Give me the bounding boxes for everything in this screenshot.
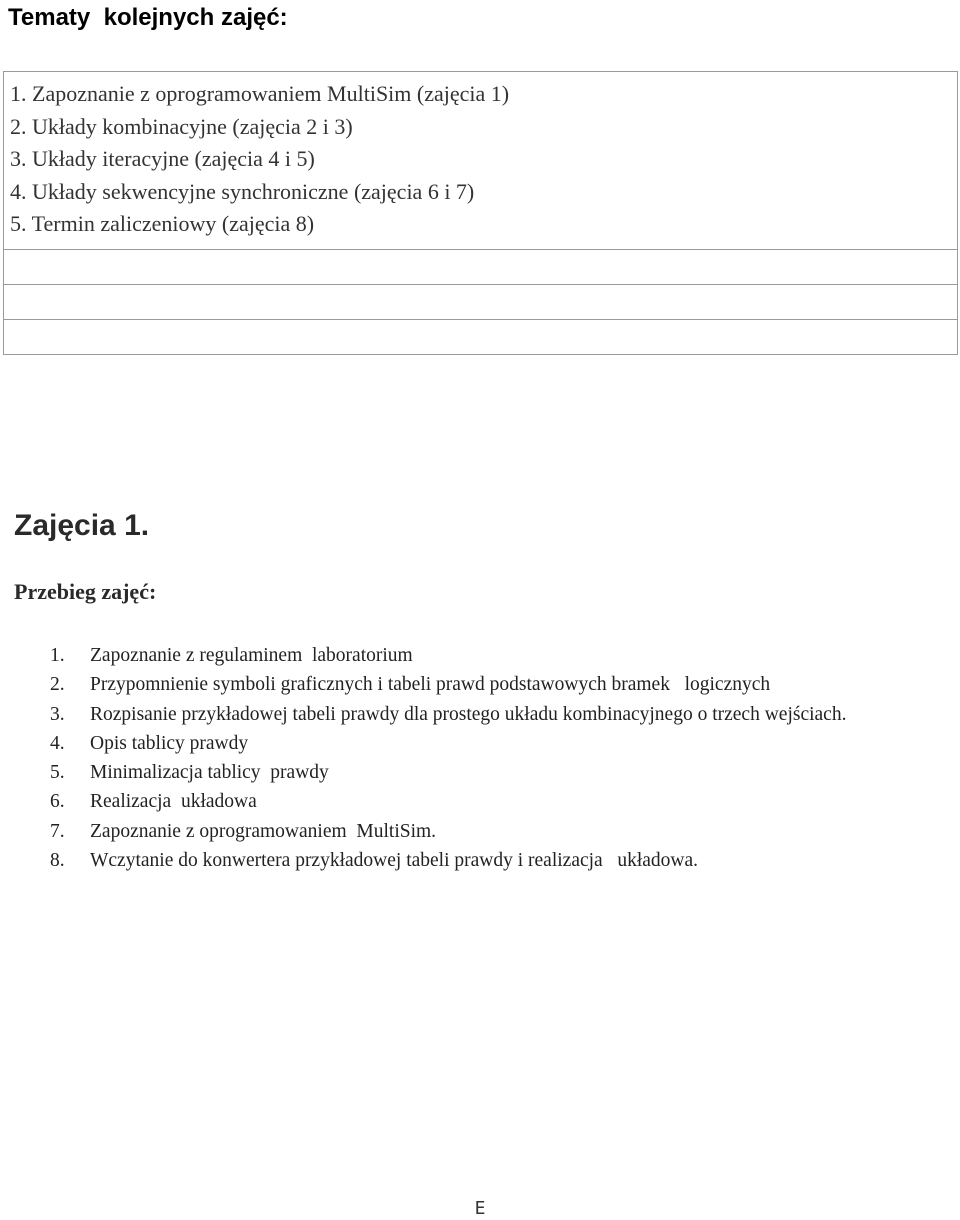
sub-title: Przebieg zajęć: <box>14 579 157 604</box>
step-item <box>50 670 940 699</box>
step-text: Zapoznanie z oprogramowaniem MultiSim. <box>90 820 437 842</box>
topic-item: 4. Układy sekwencyjne synchroniczne (zajęcia 6 i 7) <box>10 178 475 204</box>
section-title: Zajęcia 1. <box>14 509 150 542</box>
step-text: Realizacja układowa <box>90 791 257 813</box>
step-item <box>50 641 940 670</box>
step-number: 1. <box>50 645 65 666</box>
step-item <box>50 758 940 787</box>
step-number: 2. <box>50 674 65 696</box>
topic-item: 2. Układy kombinacyjne (zajęcia 2 i 3) <box>10 113 353 139</box>
step-number: 3. <box>50 703 65 725</box>
step-text: Rozpisanie przykładowej tabeli prawdy dla prostego układu kombinacyjnego o trzech wejściach. <box>90 703 847 725</box>
step-number: 7. <box>50 820 65 842</box>
steps-list <box>50 641 940 875</box>
step-text: Opis tablicy prawdy <box>90 732 249 754</box>
step-item <box>50 700 940 729</box>
step-number: 5. <box>50 762 65 784</box>
empty-table-row <box>4 249 957 284</box>
step-text: Zapoznanie z regulaminem laboratorium <box>90 645 413 666</box>
step-item <box>50 729 940 758</box>
page-heading: Tematy kolejnych zajęć: <box>8 4 288 31</box>
topic-item: 1. Zapoznanie z oprogramowaniem MultiSim (zajęcia 1) <box>10 81 510 106</box>
step-item <box>50 846 940 875</box>
empty-table-row <box>4 284 957 319</box>
topic-item: 5. Termin zaliczeniowy (zajęcia 8) <box>10 211 315 236</box>
topic-item: 3. Układy iteracyjne (zajęcia 4 i 5) <box>10 146 315 171</box>
step-number: 6. <box>50 791 65 813</box>
topics-list <box>4 72 957 249</box>
step-text: Wczytanie do konwertera przykładowej tabeli prawdy i realizacja układowa. <box>90 850 699 872</box>
step-text: Minimalizacja tablicy prawdy <box>90 762 329 784</box>
step-item <box>50 787 940 816</box>
step-number: 4. <box>50 732 65 754</box>
footer-mark: E <box>474 1198 486 1219</box>
topics-table <box>3 71 958 355</box>
step-number: 8. <box>50 850 65 872</box>
step-text: Przypomnienie symboli graficznych i tabeli prawd podstawowych bramek logicznych <box>90 674 771 696</box>
empty-table-row <box>4 319 957 354</box>
step-item <box>50 817 940 846</box>
